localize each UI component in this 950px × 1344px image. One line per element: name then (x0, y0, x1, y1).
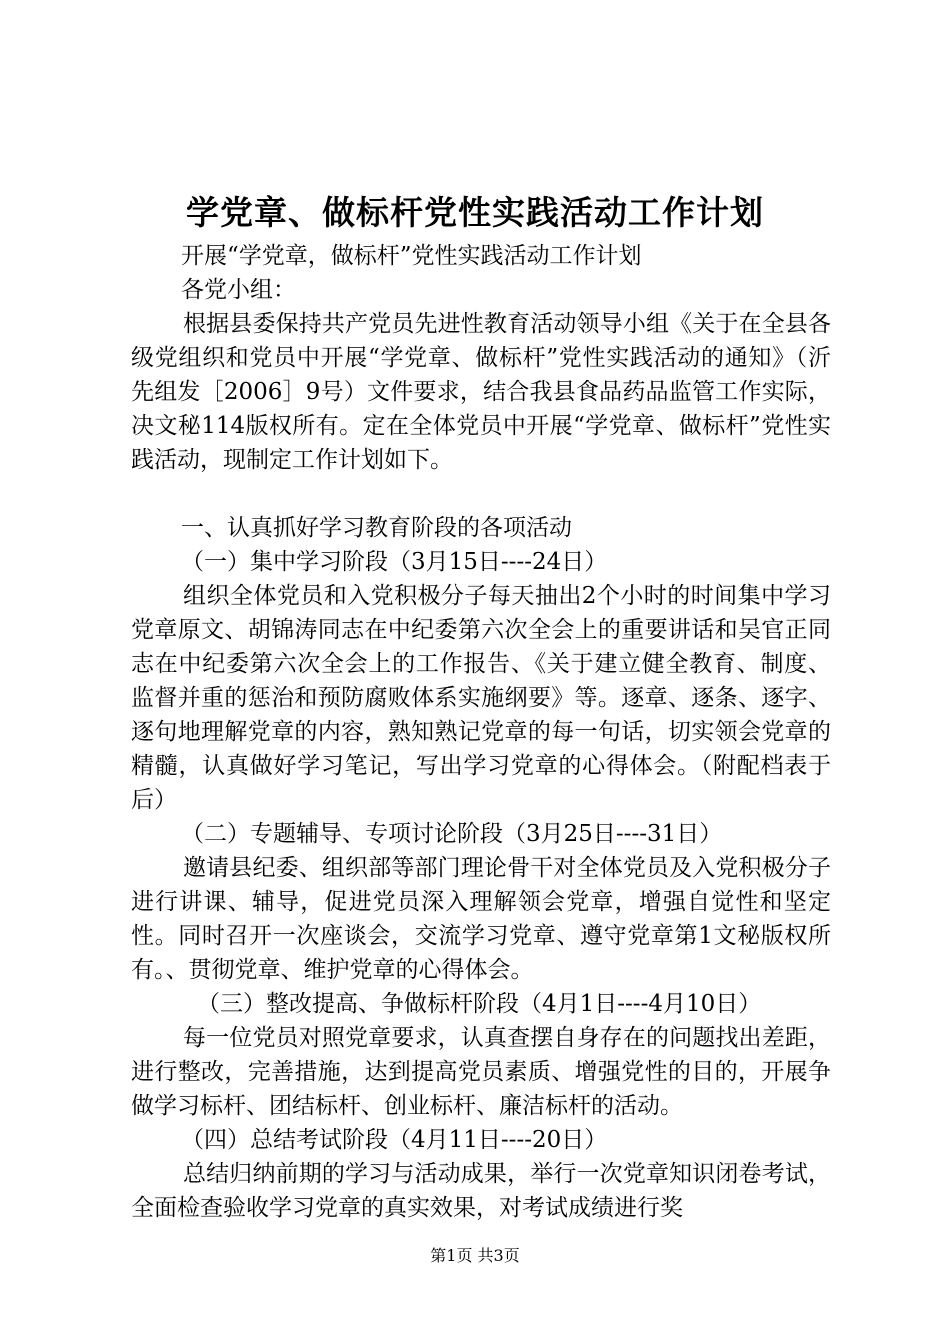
paragraph-gap (131, 477, 831, 511)
stage-heading-1: （一）集中学习阶段（3月15日----24日） (181, 549, 608, 575)
document-body (131, 239, 831, 1225)
page-number: 第1页 共3页 (430, 1246, 520, 1265)
stage-heading-3: （三）整改提高、争做标杆阶段（4月1日----4月10日） (197, 991, 762, 1017)
stage-heading-4: （四）总结考试阶段（4月11日----20日） (181, 1127, 608, 1153)
subtitle-line: 开展“学党章，做标杆”党性实践活动工作计划 (181, 243, 642, 269)
paragraph-intro: 根据县委保持共产党员先进性教育活动领导小组《关于在全县各级党组织和党员中开展“学党章、做标杆”党性实践活动的通知》（沂先组发［2006］9号）文件要求，结合我县食品药品监管工作实际，决文秘114版权所有。定在全体党员中开展“学党章、做标杆”党性实践活动，现制定工作计划如下。 (131, 311, 831, 473)
document-title: 学党章、做标杆党性实践活动工作计划 (186, 193, 764, 232)
paragraph-stage-3: 每一位党员对照党章要求，认真查摆自身存在的问题找出差距，进行整改，完善措施，达到提高党员素质、增强党性的目的，开展争做学习标杆、团结标杆、创业标杆、廉洁标杆的活动。 (131, 1025, 831, 1119)
salutation: 各党小组： (181, 277, 296, 303)
paragraph-stage-2: 邀请县纪委、组织部等部门理论骨干对全体党员及入党积极分子进行讲课、辅导，促进党员深入理解领会党章，增强自觉性和坚定性。同时召开一次座谈会，交流学习党章、遵守党章第1文秘版权所有。、贯彻党章、维护党章的心得体会。 (131, 855, 831, 983)
section-heading-1: 一、认真抓好学习教育阶段的各项活动 (181, 515, 572, 541)
paragraph-stage-1: 组织全体党员和入党积极分子每天抽出2个小时的时间集中学习党章原文、胡锦涛同志在中纪委第六次全会上的重要讲话和吴官正同志在中纪委第六次全会上的工作报告、《关于建立健全教育、制度、监督并重的惩治和预防腐败体系实施纲要》等。逐章、逐条、逐字、逐句地理解党章的内容，熟知熟记党章的每一句话，切实领会党章的精髓，认真做好学习笔记，写出学习党章的心得体会。（附配档表于后） (131, 583, 831, 813)
paragraph-stage-4: 总结归纳前期的学习与活动成果，举行一次党章知识闭卷考试，全面检查验收学习党章的真实效果，对考试成绩进行奖 (131, 1161, 831, 1221)
stage-heading-2: （二）专题辅导、专项讨论阶段（3月25日----31日） (181, 821, 723, 847)
